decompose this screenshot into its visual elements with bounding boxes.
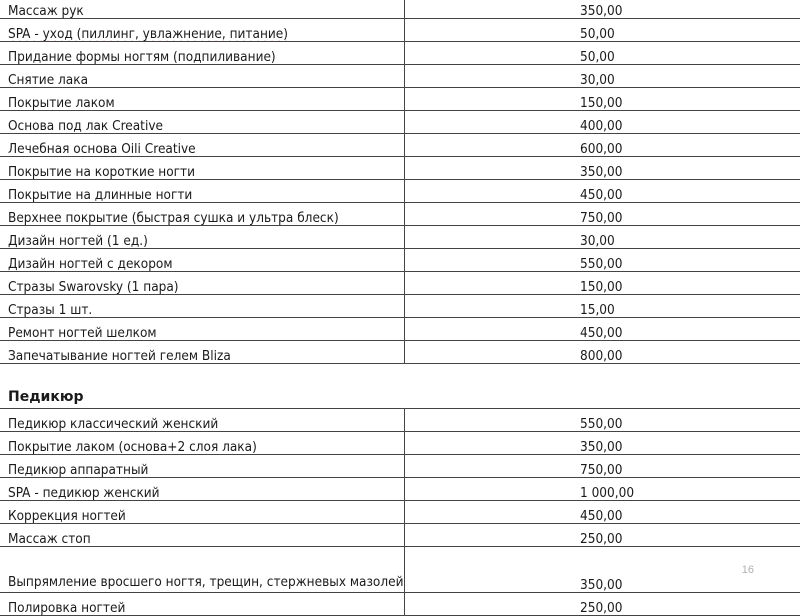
service-name: Массаж рук (0, 0, 405, 19)
service-name: Запечатывание ногтей гелем Bliza (0, 341, 405, 364)
service-price: 250,00 (405, 593, 800, 616)
service-name: Дизайн ногтей с декором (0, 249, 405, 272)
table-row (0, 19, 800, 42)
service-price: 30,00 (405, 226, 800, 249)
service-name: Полировка ногтей (0, 593, 405, 616)
service-price: 550,00 (405, 249, 800, 272)
table-row (0, 501, 800, 524)
table-row (0, 249, 800, 272)
service-name: Коррекция ногтей (0, 501, 405, 524)
service-name: Выпрямление вросшего ногтя, трещин, стержневых мазолей (0, 547, 405, 593)
table-row (0, 272, 800, 295)
table-row (0, 157, 800, 180)
service-price: 15,00 (405, 295, 800, 318)
table-row (0, 409, 800, 432)
table-row (0, 341, 800, 364)
service-price: 50,00 (405, 42, 800, 65)
service-name: Покрытие лаком (основа+2 слоя лака) (0, 432, 405, 455)
service-price: 750,00 (405, 203, 800, 226)
service-price: 750,00 (405, 455, 800, 478)
service-name: Основа под лак Creative (0, 111, 405, 134)
section-spacer (0, 364, 800, 386)
table-row (0, 318, 800, 341)
service-price: 600,00 (405, 134, 800, 157)
table-row (0, 478, 800, 501)
service-price: 350,00 (405, 0, 800, 19)
spellcheck-underline: SPA - уход (пиллинг, увлажнение, питание) (8, 26, 288, 42)
service-name: Лечебная основа Oili Creative (0, 134, 405, 157)
service-name: Покрытие на короткие ногти (0, 157, 405, 180)
table-row (0, 203, 800, 226)
service-name: Стразы Swarovsky (1 пара) (0, 272, 405, 295)
table-row (0, 65, 800, 88)
page-number: 16 (742, 564, 754, 576)
service-price: 1 000,00 (405, 478, 800, 501)
service-price: 450,00 (405, 180, 800, 203)
service-price: 150,00 (405, 272, 800, 295)
service-price: 30,00 (405, 65, 800, 88)
table-row (0, 88, 800, 111)
service-price: 250,00 (405, 524, 800, 547)
service-price: 150,00 (405, 88, 800, 111)
service-name: Снятие лака (0, 65, 405, 88)
service-name: Дизайн ногтей (1 ед.) (0, 226, 405, 249)
service-name: Педикюр классический женский (0, 409, 405, 432)
service-price: 50,00 (405, 19, 800, 42)
service-name: SPA - педикюр женский (0, 478, 405, 501)
service-name: Ремонт ногтей шелком (0, 318, 405, 341)
table-row (0, 593, 800, 616)
service-name: Верхнее покрытие (быстрая сушка и ультра блеск) (0, 203, 405, 226)
service-price: 350,00 (405, 547, 800, 593)
service-name: Педикюр аппаратный (0, 455, 405, 478)
table-row (0, 0, 800, 19)
service-price: 550,00 (405, 409, 800, 432)
service-name: Массаж стоп (0, 524, 405, 547)
service-price: 350,00 (405, 432, 800, 455)
table-row (0, 111, 800, 134)
service-name: Стразы 1 шт. (0, 295, 405, 318)
table-row (0, 524, 800, 547)
table-row (0, 432, 800, 455)
table-row (0, 42, 800, 65)
service-price: 450,00 (405, 501, 800, 524)
service-name (0, 19, 405, 42)
table-row (0, 180, 800, 203)
pedicure-price-table (0, 408, 800, 616)
table-row (0, 455, 800, 478)
service-name: Покрытие на длинные ногти (0, 180, 405, 203)
service-price: 400,00 (405, 111, 800, 134)
table-row (0, 134, 800, 157)
service-price: 350,00 (405, 157, 800, 180)
table-row (0, 226, 800, 249)
service-name: Покрытие лаком (0, 88, 405, 111)
service-name: Придание формы ногтям (подпиливание) (0, 42, 405, 65)
service-price: 450,00 (405, 318, 800, 341)
table-row (0, 295, 800, 318)
section-title-pedicure: Педикюр (0, 386, 800, 408)
table-row (0, 547, 800, 593)
service-price: 800,00 (405, 341, 800, 364)
